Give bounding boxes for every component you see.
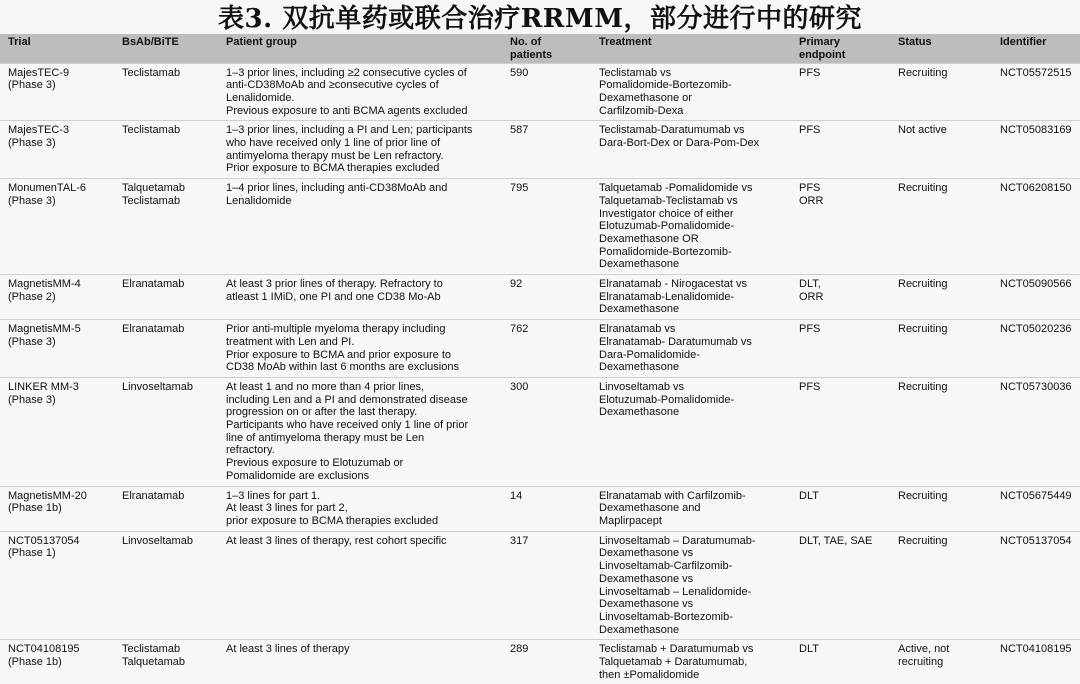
cell-bsab-bite: Elranatamab: [114, 320, 218, 378]
cell-treatment: Linvoseltamab vs Elotuzumab-Pomalidomide- Dexamethasone: [591, 377, 791, 486]
cell-primary-endpoint: PFS: [791, 377, 890, 486]
cell-identifier: NCT05675449: [996, 486, 1080, 531]
cell-no-of-patients: 762: [502, 320, 591, 378]
table-row: [0, 377, 1080, 486]
cell-patient-group: At least 3 lines of therapy: [218, 640, 502, 684]
cell-bsab-bite: Elranatamab: [114, 486, 218, 531]
header-primary-endpoint: Primary endpoint: [791, 34, 890, 63]
cell-status: Recruiting: [890, 320, 996, 378]
cell-no-of-patients: 92: [502, 275, 591, 320]
cell-primary-endpoint: DLT, TAE, SAE: [791, 531, 890, 640]
cell-trial: MagnetisMM-4 (Phase 2): [0, 275, 114, 320]
cell-bsab-bite: Teclistamab: [114, 63, 218, 121]
cell-identifier: NCT05090566: [996, 275, 1080, 320]
cell-patient-group: At least 3 prior lines of therapy. Refractory to atleast 1 IMiD, one PI and one CD38 Mo-Ab: [218, 275, 502, 320]
header-treatment: Treatment: [591, 34, 791, 63]
cell-no-of-patients: 289: [502, 640, 591, 684]
cell-treatment: Teclistamab + Daratumumab vs Talquetamab + Daratumumab, then ±Pomalidomide: [591, 640, 791, 684]
cell-trial: MajesTEC-9 (Phase 3): [0, 63, 114, 121]
cell-bsab-bite: Talquetamab Teclistamab: [114, 179, 218, 275]
cell-trial: MajesTEC-3 (Phase 3): [0, 121, 114, 179]
cell-status: Recruiting: [890, 179, 996, 275]
cell-primary-endpoint: DLT, ORR: [791, 275, 890, 320]
cell-primary-endpoint: PFS: [791, 63, 890, 121]
table-row: [0, 63, 1080, 121]
cell-status: Not active: [890, 121, 996, 179]
cell-patient-group: 1–3 prior lines, including ≥2 consecutive cycles of anti-CD38MoAb and ≥consecutive cycles of Lenalidomide. Previous exposure to anti BCMA agents excluded: [218, 63, 502, 121]
cell-treatment: Elranatamab - Nirogacestat vs Elranatamab-Lenalidomide- Dexamethasone: [591, 275, 791, 320]
cell-treatment: Elranatamab with Carfilzomib- Dexamethasone and Maplirpacept: [591, 486, 791, 531]
cell-bsab-bite: Linvoseltamab: [114, 377, 218, 486]
cell-treatment: Linvoseltamab – Daratumumab- Dexamethasone vs Linvoseltamab-Carfilzomib- Dexamethasone vs Linvoseltamab – Lenalidomide- Dexamethasone vs Linvoseltamab-Bortezomib- Dexamethasone: [591, 531, 791, 640]
table-row: [0, 531, 1080, 640]
cell-trial: MagnetisMM-5 (Phase 3): [0, 320, 114, 378]
cell-status: Recruiting: [890, 486, 996, 531]
document-title: 表3. 双抗单药或联合治疗RRMM，部分进行中的研究: [218, 4, 862, 34]
cell-treatment: Elranatamab vs Elranatamab- Daratumumab vs Dara-Pomalidomide- Dexamethasone: [591, 320, 791, 378]
cell-treatment: Teclistamab-Daratumumab vs Dara-Bort-Dex or Dara-Pom-Dex: [591, 121, 791, 179]
cell-bsab-bite: Elranatamab: [114, 275, 218, 320]
cell-patient-group: At least 1 and no more than 4 prior lines, including Len and a PI and demonstrated disease progression on or after the last therapy. Participants who have received only 1 line of prior line of antimyeloma therapy must be Len refractory. Previous exposure to Elotuzumab or Pomalidomide are exclusions: [218, 377, 502, 486]
header-bsab-bite: BsAb/BiTE: [114, 34, 218, 63]
header-no-of-patients: No. of patients: [502, 34, 591, 63]
cell-trial: NCT04108195 (Phase 1b): [0, 640, 114, 684]
cell-bsab-bite: Teclistamab: [114, 121, 218, 179]
cell-no-of-patients: 795: [502, 179, 591, 275]
cell-primary-endpoint: DLT: [791, 640, 890, 684]
cell-bsab-bite: Teclistamab Talquetamab: [114, 640, 218, 684]
table-row: [0, 179, 1080, 275]
cell-patient-group: 1–3 lines for part 1. At least 3 lines for part 2, prior exposure to BCMA therapies excluded: [218, 486, 502, 531]
cell-no-of-patients: 300: [502, 377, 591, 486]
cell-bsab-bite: Linvoseltamab: [114, 531, 218, 640]
cell-identifier: NCT06208150: [996, 179, 1080, 275]
cell-primary-endpoint: PFS: [791, 121, 890, 179]
cell-treatment: Teclistamab vs Pomalidomide-Bortezomib- Dexamethasone or Carfilzomib-Dexa: [591, 63, 791, 121]
cell-primary-endpoint: PFS: [791, 320, 890, 378]
table-row: [0, 121, 1080, 179]
header-trial: Trial: [0, 34, 114, 63]
cell-trial: MagnetisMM-20 (Phase 1b): [0, 486, 114, 531]
clinical-trials-table: [0, 34, 1080, 684]
cell-identifier: NCT05730036: [996, 377, 1080, 486]
cell-primary-endpoint: DLT: [791, 486, 890, 531]
cell-no-of-patients: 14: [502, 486, 591, 531]
cell-identifier: NCT05020236: [996, 320, 1080, 378]
cell-patient-group: 1–3 prior lines, including a PI and Len; participants who have received only 1 line of prior line of antimyeloma therapy must be Len refractory. Prior exposure to BCMA therapies excluded: [218, 121, 502, 179]
cell-status: Recruiting: [890, 63, 996, 121]
table-header-row: [0, 34, 1080, 63]
cell-identifier: NCT05083169: [996, 121, 1080, 179]
cell-no-of-patients: 317: [502, 531, 591, 640]
cell-trial: NCT05137054 (Phase 1): [0, 531, 114, 640]
cell-primary-endpoint: PFS ORR: [791, 179, 890, 275]
cell-patient-group: 1–4 prior lines, including anti-CD38MoAb and Lenalidomide: [218, 179, 502, 275]
cell-identifier: NCT04108195: [996, 640, 1080, 684]
table-row: [0, 640, 1080, 684]
cell-status: Recruiting: [890, 531, 996, 640]
cell-patient-group: Prior anti-multiple myeloma therapy including treatment with Len and PI. Prior exposure to BCMA and prior exposure to CD38 MoAb within last 6 months are exclusions: [218, 320, 502, 378]
cell-status: Active, not recruiting: [890, 640, 996, 684]
header-identifier: Identifier: [996, 34, 1080, 63]
table-row: [0, 275, 1080, 320]
cell-no-of-patients: 590: [502, 63, 591, 121]
cell-trial: LINKER MM-3 (Phase 3): [0, 377, 114, 486]
cell-identifier: NCT05572515: [996, 63, 1080, 121]
cell-identifier: NCT05137054: [996, 531, 1080, 640]
cell-treatment: Talquetamab -Pomalidomide vs Talquetamab-Teclistamab vs Investigator choice of either Elotuzumab-Pomalidomide- Dexamethasone OR Pomalidomide-Bortezomib- Dexamethasone: [591, 179, 791, 275]
header-status: Status: [890, 34, 996, 63]
cell-status: Recruiting: [890, 377, 996, 486]
table-row: [0, 486, 1080, 531]
cell-status: Recruiting: [890, 275, 996, 320]
cell-trial: MonumenTAL-6 (Phase 3): [0, 179, 114, 275]
cell-patient-group: At least 3 lines of therapy, rest cohort specific: [218, 531, 502, 640]
header-patient-group: Patient group: [218, 34, 502, 63]
cell-no-of-patients: 587: [502, 121, 591, 179]
table-row: [0, 320, 1080, 378]
